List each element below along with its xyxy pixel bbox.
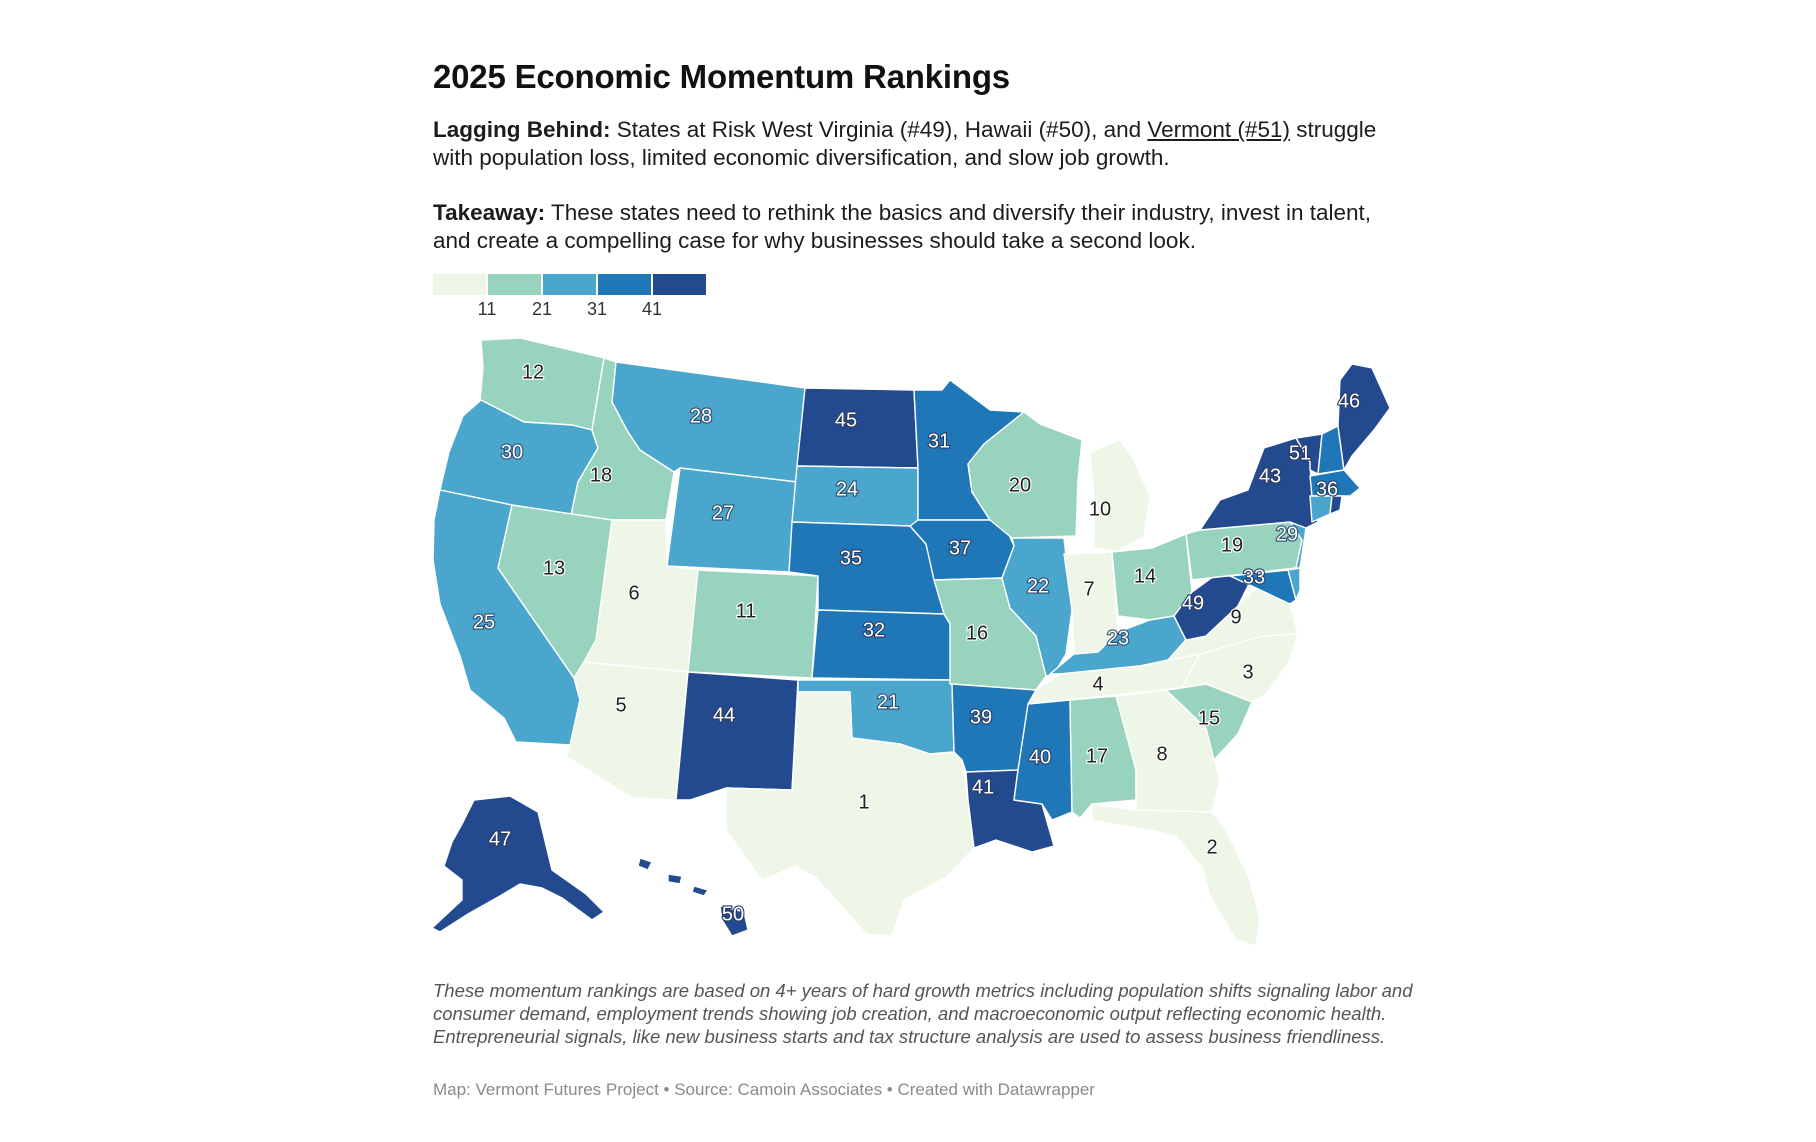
methodology-footnote: These momentum rankings are based on 4+ years of hard growth metrics including population shifts signaling labor and consumer demand, employment trends showing job creation, and macroeconomic output reflecting economic health. Entrepreneurial signals, like new business starts and tax structure analysis are used to assess business friendliness. xyxy=(433,980,1413,1047)
state-label-md: 33 xyxy=(1242,566,1266,589)
state-label-pa: 19 xyxy=(1220,534,1244,557)
lagging-text-after: struggle with population loss, limited economic diversification, and slow job growth. xyxy=(433,117,1377,170)
state-label-ga: 8 xyxy=(1156,743,1168,766)
state-label-oh: 14 xyxy=(1133,565,1157,588)
state-label-id: 18 xyxy=(589,464,613,487)
state-label-ca: 25 xyxy=(472,611,496,634)
state-label-ok: 21 xyxy=(876,691,900,714)
state-label-vt: 51 xyxy=(1288,442,1312,465)
state-label-me: 46 xyxy=(1337,390,1361,413)
lagging-text-before: States at Risk West Virginia (#49), Hawaii (#50), and xyxy=(610,117,1148,142)
legend-tick-11: 11 xyxy=(477,299,497,319)
state-label-ia: 37 xyxy=(948,537,972,560)
state-label-ms: 40 xyxy=(1028,746,1052,769)
state-arizona[interactable] xyxy=(566,662,688,800)
legend-tick-41: 41 xyxy=(641,299,663,319)
takeaway-text: These states need to rethink the basics and diversify their industry, invest in talent, and create a compelling case for why businesses should take a second look. xyxy=(433,200,1372,253)
state-label-sd: 24 xyxy=(835,478,859,501)
state-label-ne: 35 xyxy=(839,547,863,570)
state-north-dakota[interactable] xyxy=(797,388,918,468)
state-new-mexico[interactable] xyxy=(676,672,798,800)
state-label-nm: 44 xyxy=(712,704,736,727)
state-label-mt: 28 xyxy=(689,405,713,428)
legend-tick-31: 31 xyxy=(586,299,608,319)
state-label-fl: 2 xyxy=(1206,836,1218,859)
state-label-ak: 47 xyxy=(488,828,512,851)
state-label-ma: 36 xyxy=(1315,478,1339,501)
state-label-nc: 3 xyxy=(1242,661,1254,684)
state-label-ks: 32 xyxy=(862,619,886,642)
vermont-link[interactable]: Vermont (#51) xyxy=(1147,117,1290,142)
state-florida[interactable] xyxy=(1092,804,1260,946)
page-title: 2025 Economic Momentum Rankings xyxy=(433,58,1010,95)
state-label-ny: 43 xyxy=(1258,465,1282,488)
state-label-la: 41 xyxy=(971,776,995,799)
state-label-nv: 13 xyxy=(542,557,566,580)
legend-tick-21: 21 xyxy=(531,299,553,319)
state-label-nd: 45 xyxy=(834,409,858,432)
state-michigan[interactable] xyxy=(1090,440,1150,552)
takeaway-label: Takeaway: xyxy=(433,200,546,225)
state-label-hi: 50 xyxy=(721,903,745,926)
state-label-va: 9 xyxy=(1230,606,1242,629)
state-alaska[interactable] xyxy=(432,796,604,932)
state-label-tn: 4 xyxy=(1092,673,1104,696)
state-label-il: 22 xyxy=(1026,575,1050,598)
state-maine[interactable] xyxy=(1338,364,1390,470)
state-label-wi: 20 xyxy=(1008,474,1032,497)
state-label-wv: 49 xyxy=(1181,592,1205,615)
state-label-ky: 23 xyxy=(1106,627,1130,650)
state-label-tx: 1 xyxy=(858,791,870,814)
state-label-sc: 15 xyxy=(1197,707,1221,730)
state-colorado[interactable] xyxy=(688,570,818,678)
state-label-mn: 31 xyxy=(927,430,951,453)
state-label-wy: 27 xyxy=(711,502,735,525)
state-label-wa: 12 xyxy=(521,361,545,384)
state-label-mi: 10 xyxy=(1088,498,1112,521)
state-label-or: 30 xyxy=(500,441,524,464)
source-credit: Map: Vermont Futures Project • Source: Camoin Associates • Created with Datawrapper xyxy=(433,1080,1095,1099)
state-label-ut: 6 xyxy=(628,582,640,605)
state-label-ct: 29 xyxy=(1275,523,1299,546)
state-label-in: 7 xyxy=(1083,578,1095,601)
state-label-mo: 16 xyxy=(965,622,989,645)
state-label-ar: 39 xyxy=(969,706,993,729)
lagging-label: Lagging Behind: xyxy=(433,117,611,142)
state-label-al: 17 xyxy=(1085,745,1109,768)
state-label-az: 5 xyxy=(615,694,627,717)
state-label-co: 11 xyxy=(735,600,757,623)
